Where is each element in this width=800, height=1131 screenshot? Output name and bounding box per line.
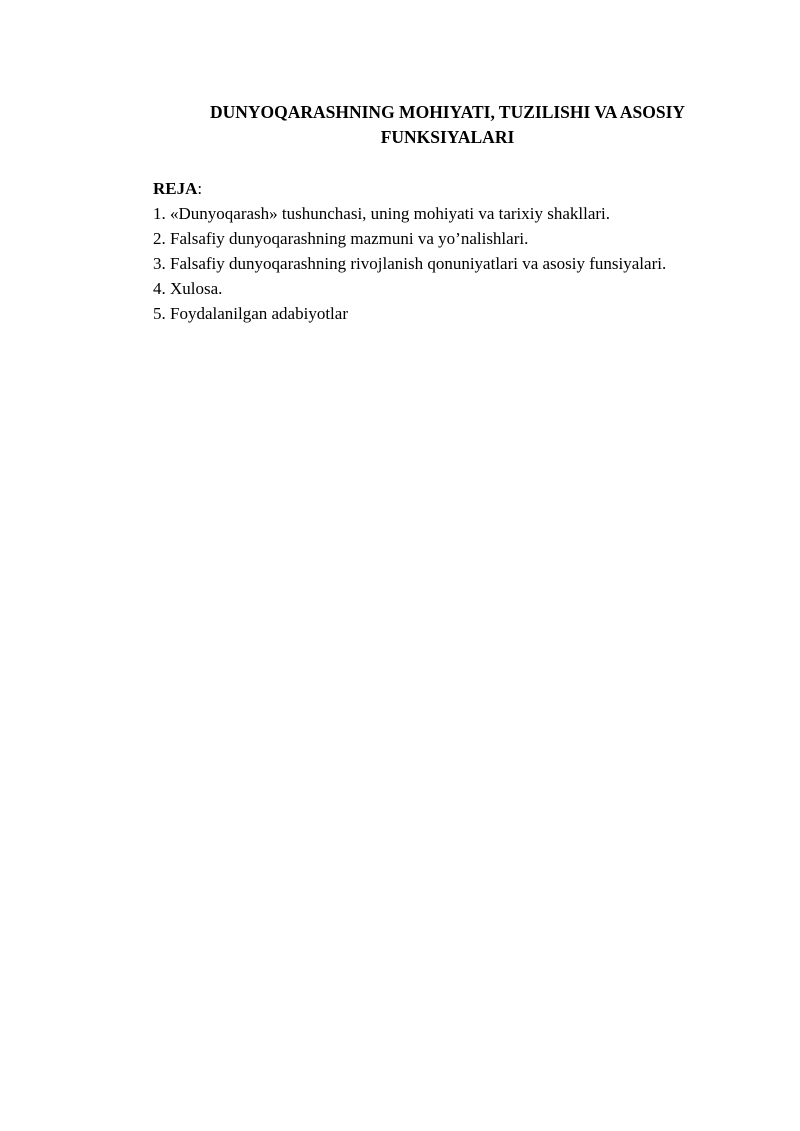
title-line-1: DUNYOQARASHNING MOHIYATI, TUZILISHI VA ASOSIY	[209, 102, 686, 122]
plan-heading	[153, 176, 773, 201]
title-line-2: FUNKSIYALARI	[380, 127, 515, 147]
plan-item-4: 4. Xulosa.	[153, 279, 223, 298]
plan-item-1: 1. «Dunyoqarash» tushunchasi, uning mohiyati va tarixiy shakllari.	[153, 204, 611, 223]
plan-item-5: 5. Foydalanilgan adabiyotlar	[153, 304, 348, 323]
plan-item-3: 3. Falsafiy dunyoqarashning rivojlanish qonuniyatlari va asosiy funsiyalari.	[153, 254, 667, 273]
plan-label: REJA	[153, 179, 198, 198]
plan-section	[153, 176, 773, 326]
document-title	[150, 100, 745, 150]
plan-item-2: 2. Falsafiy dunyoqarashning mazmuni va yo’nalishlari.	[153, 229, 529, 248]
plan-label-colon: :	[197, 179, 203, 198]
plan-list	[153, 201, 773, 326]
